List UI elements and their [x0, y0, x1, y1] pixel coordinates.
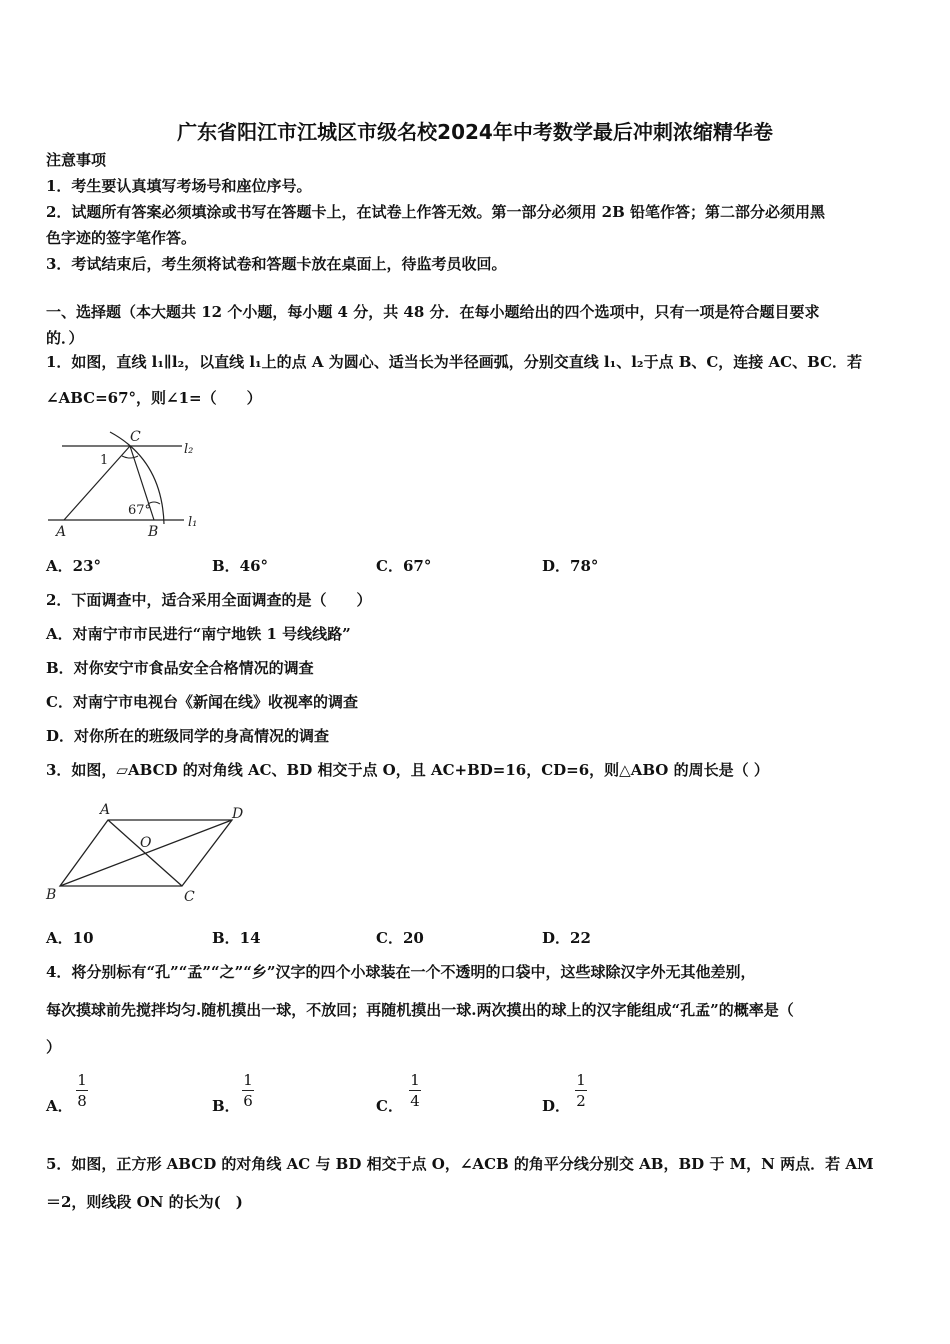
label-a: A: [100, 802, 111, 818]
label-c: C: [184, 889, 195, 905]
q1-option-b: B．46°: [212, 557, 269, 575]
q1-stem-line-1: 1．如图，直线 l₁∥l₂，以直线 l₁上的点 A 为圆心、适当长为半径画弧，分别交直线 l₁、l₂于点 B、C，连接 AC、BC．若: [46, 353, 863, 371]
q1-option-c: C．67°: [376, 557, 432, 575]
q2-stem: 2．下面调查中，适合采用全面调查的是（ ）: [46, 591, 372, 609]
q4-option-b-label: B．: [212, 1097, 240, 1115]
q4-option-a-label: A．: [46, 1097, 73, 1115]
label-l1: l₁: [188, 515, 198, 530]
fraction-numerator: 1: [77, 1071, 87, 1089]
fraction-numerator: 1: [410, 1071, 420, 1089]
q4-option-b-fraction: [241, 1073, 255, 1109]
label-d: D: [232, 806, 244, 822]
fraction-denominator: 2: [576, 1092, 586, 1110]
notice-heading: 注意事项: [46, 151, 107, 169]
q5-stem-line-1: 5．如图，正方形 ABCD 的对角线 AC 与 BD 相交于点 O，∠ACB 的角平分线分别交 AB，BD 于 M，N 两点．若 AM: [46, 1155, 874, 1173]
q3-option-c: C．20: [376, 929, 424, 947]
label-b: B: [148, 524, 159, 540]
q4-option-a-fraction: [75, 1073, 89, 1109]
notice-item-2-line-2: 色字迹的签字笔作答。: [46, 229, 197, 247]
notice-item-2-line-1: 2．试题所有答案必须填涂或书写在答题卡上，在试卷上作答无效。第一部分必须用 2B 铅笔作答；第二部分必须用黑: [46, 203, 826, 221]
q1-option-a: A．23°: [46, 557, 102, 575]
q2-option-a: A．对南宁市市民进行“南宁地铁 1 号线线路”: [46, 625, 351, 643]
q4-option-c-fraction: [408, 1073, 422, 1109]
angle-1-mark: [122, 456, 138, 458]
label-c: C: [130, 429, 141, 445]
fraction-denominator: 8: [77, 1092, 87, 1110]
notice-item-3: 3．考试结束后，考生须将试卷和答题卡放在桌面上，待监考员收回。: [46, 255, 507, 273]
q3-option-a: A．10: [46, 929, 94, 947]
q4-option-c-label: C．: [376, 1097, 403, 1115]
q4-stem-line-3: ）: [46, 1038, 62, 1056]
q2-option-b: B．对你安宁市食品安全合格情况的调查: [46, 659, 314, 677]
section-heading-line-2: 的．）: [46, 329, 84, 347]
section-heading-line-1: 一、选择题（本大题共 12 个小题，每小题 4 分，共 48 分．在每小题给出的四个选项中，只有一项是符合题目要求: [46, 303, 820, 321]
q1-option-d: D．78°: [542, 557, 599, 575]
q3-option-b: B．14: [212, 929, 261, 947]
q1-stem-line-2: ∠ABC=67°，则∠1=（ ）: [46, 389, 262, 407]
q3-option-d: D．22: [542, 929, 591, 947]
q5-stem-line-2: ＝2，则线段 ON 的长为( ): [46, 1193, 243, 1211]
q2-option-d: D．对你所在的班级同学的身高情况的调查: [46, 727, 330, 745]
fraction-denominator: 4: [410, 1092, 420, 1110]
segment-ac: [64, 446, 130, 520]
fraction-numerator: 1: [576, 1071, 586, 1089]
q4-option-d-label: D．: [542, 1097, 571, 1115]
label-l2: l₂: [184, 442, 194, 457]
label-angle-67: 67°: [128, 503, 152, 518]
notice-item-1: 1．考生要认真填写考场号和座位序号。: [46, 177, 312, 195]
q4-option-d-fraction: [574, 1073, 588, 1109]
page-title: 广东省阳江市江城区市级名校2024年中考数学最后冲刺浓缩精华卷: [177, 120, 773, 144]
label-angle-1: 1: [100, 453, 109, 468]
label-a: A: [56, 524, 67, 540]
fraction-numerator: 1: [243, 1071, 253, 1089]
q3-stem: 3．如图，▱ABCD 的对角线 AC、BD 相交于点 O，且 AC+BD=16，CD=6，则△ABO 的周长是（ ）: [46, 761, 769, 779]
fraction-denominator: 6: [243, 1092, 253, 1110]
q1-figure: [44, 420, 204, 542]
label-b: B: [46, 887, 57, 903]
q2-option-c: C．对南宁市电视台《新闻在线》收视率的调查: [46, 693, 358, 711]
label-o: O: [140, 835, 152, 851]
q4-stem-line-1: 4．将分别标有“孔”“孟”“之”“乡”汉字的四个小球装在一个不透明的口袋中，这些球除汉字外无其他差别，: [46, 963, 756, 981]
q3-figure: [42, 798, 252, 906]
q4-stem-line-2: 每次摸球前先搅拌均匀.随机摸出一球，不放回；再随机摸出一球.两次摸出的球上的汉字能组成“孔孟”的概率是（: [46, 1001, 794, 1019]
